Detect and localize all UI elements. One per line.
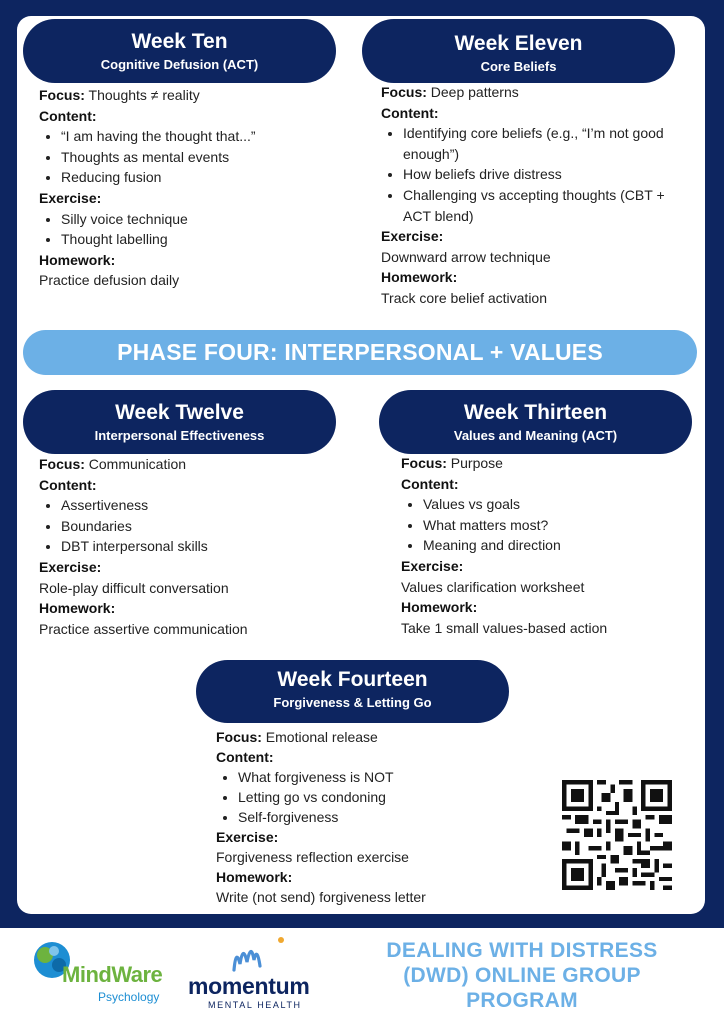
- focus-text: Thoughts ≠ reality: [84, 87, 200, 103]
- week-ten-header: [23, 19, 336, 83]
- mindware-logo-text: MindWare: [62, 962, 163, 987]
- list-item: • DBT interpersonal skills: [61, 536, 349, 557]
- qr-code-icon[interactable]: [562, 780, 672, 890]
- homework-text: Write (not send) forgiveness letter: [216, 889, 426, 905]
- week-fourteen-header: [196, 660, 509, 723]
- week-thirteen-title: Week Thirteen: [463, 401, 608, 424]
- exercise-text: Forgiveness reflection exercise: [216, 849, 409, 865]
- list-item: • Values vs goals: [423, 494, 691, 515]
- program-title: DEALING WITH DISTRESS (DWD) ONLINE GROUP PROGRAM: [386, 939, 658, 1012]
- week-eleven-title: Week Eleven: [454, 32, 583, 55]
- week-fourteen-title: Week Fourteen: [277, 668, 428, 691]
- list-item: • Self-forgiveness: [238, 807, 546, 827]
- focus-label: Focus:: [39, 87, 85, 103]
- exercise-label: Exercise:: [216, 829, 279, 845]
- focus-text: Deep patterns: [426, 84, 519, 100]
- homework-text: Practice defusion daily: [39, 272, 180, 289]
- list-item: • Thoughts as mental events: [61, 147, 339, 168]
- exercise-label: Exercise:: [39, 189, 102, 206]
- exercise-label: Exercise:: [401, 557, 464, 574]
- momentum-logo-text: momentum: [188, 973, 310, 999]
- list-item: • What forgiveness is NOT: [238, 767, 546, 787]
- week-eleven-subtitle: Core Beliefs: [480, 59, 557, 74]
- week-ten-details: [39, 85, 339, 291]
- exercise-label: Exercise:: [39, 558, 102, 575]
- focus-label: Focus:: [401, 455, 447, 471]
- content-list: [381, 123, 685, 226]
- list-item: • “I am having the thought that...”: [61, 126, 339, 147]
- homework-label: Homework:: [401, 599, 478, 616]
- week-twelve-title: Week Twelve: [115, 401, 244, 424]
- week-thirteen-subtitle: Values and Meaning (ACT): [453, 428, 618, 443]
- week-thirteen-details: [401, 453, 691, 638]
- list-item: • Thought labelling: [61, 229, 339, 250]
- content-label: Content:: [216, 749, 274, 765]
- week-twelve-subtitle: Interpersonal Effectiveness: [94, 428, 265, 443]
- homework-label: Homework:: [39, 251, 116, 268]
- content-list: [401, 494, 691, 556]
- week-fourteen-details: [216, 727, 546, 907]
- week-eleven-details: [381, 82, 681, 309]
- week-twelve-header: [23, 390, 336, 454]
- week-fourteen-subtitle: Forgiveness & Letting Go: [273, 695, 432, 710]
- focus-text: Purpose: [446, 455, 503, 471]
- homework-label: Homework:: [216, 869, 293, 885]
- homework-text: Track core belief activation: [381, 289, 547, 306]
- exercise-text: Downward arrow technique: [381, 248, 551, 265]
- exercise-label: Exercise:: [381, 228, 444, 245]
- content-label: Content:: [401, 475, 459, 492]
- homework-text: Take 1 small values-based action: [401, 619, 608, 636]
- week-ten-title: Week Ten: [131, 30, 228, 53]
- list-item: • Boundaries: [61, 516, 349, 537]
- list-item: • What matters most?: [423, 515, 691, 536]
- list-item: • Silly voice technique: [61, 209, 339, 230]
- list-item: • How beliefs drive distress: [403, 164, 685, 185]
- exercise-list: [39, 209, 339, 250]
- momentum-logo-subtext: MENTAL HEALTH: [208, 1000, 302, 1010]
- phase-four-banner: PHASE FOUR: INTERPERSONAL + VALUES: [23, 330, 697, 375]
- week-ten-subtitle: Cognitive Defusion (ACT): [100, 57, 259, 72]
- week-thirteen-header: [379, 390, 692, 454]
- content-list: [39, 495, 349, 557]
- content-list: [39, 126, 339, 188]
- list-item: • Assertiveness: [61, 495, 349, 516]
- list-item: • Letting go vs condoning: [238, 787, 546, 807]
- homework-label: Homework:: [381, 269, 458, 286]
- mindware-logo-subtext: Psychology: [98, 990, 160, 1004]
- focus-label: Focus:: [39, 456, 85, 472]
- focus-label: Focus:: [381, 84, 427, 100]
- list-item: • Identifying core beliefs (e.g., “I’m not good enough”): [403, 123, 685, 164]
- exercise-text: Values clarification worksheet: [401, 578, 585, 595]
- homework-text: Practice assertive communication: [39, 620, 248, 637]
- list-item: • Meaning and direction: [423, 535, 691, 556]
- focus-text: Communication: [84, 456, 187, 472]
- focus-text: Emotional release: [261, 729, 378, 745]
- week-eleven-header: [362, 19, 675, 83]
- content-label: Content:: [39, 476, 97, 493]
- focus-label: Focus:: [216, 729, 262, 745]
- exercise-text: Role-play difficult conversation: [39, 579, 229, 596]
- week-twelve-details: [39, 454, 349, 639]
- content-label: Content:: [381, 104, 439, 121]
- list-item: • Reducing fusion: [61, 167, 339, 188]
- content-list: [216, 767, 546, 827]
- content-label: Content:: [39, 107, 97, 124]
- homework-label: Homework:: [39, 600, 116, 617]
- list-item: • Challenging vs accepting thoughts (CBT + ACT blend): [403, 185, 685, 226]
